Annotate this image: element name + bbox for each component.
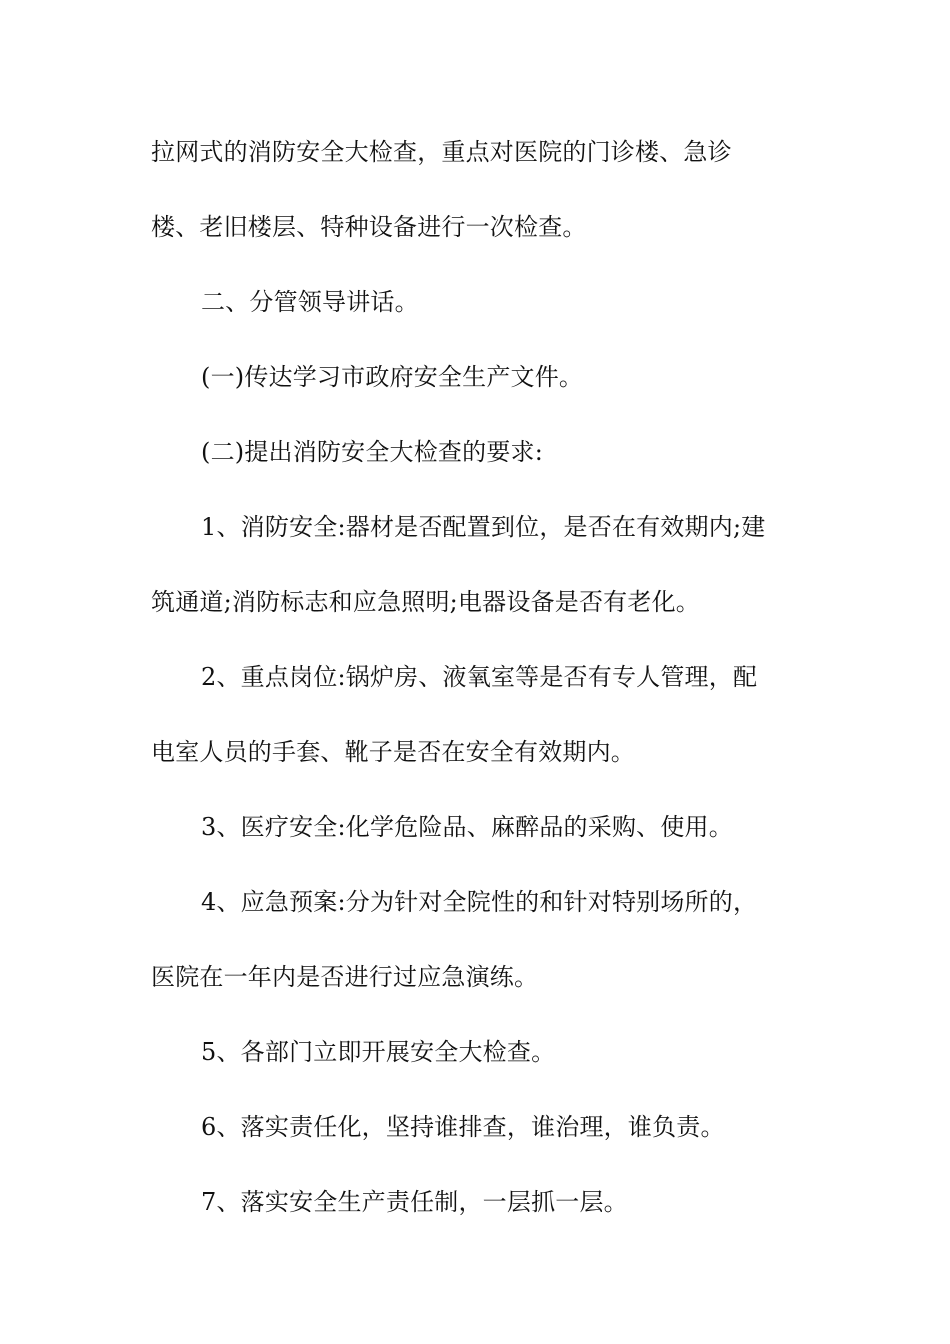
list-item-3: 3、医疗安全:化学危险品、麻醉品的采购、使用。: [201, 813, 733, 841]
list-item-1-cont: 筑通道;消防标志和应急照明;电器设备是否有老化。: [151, 588, 700, 616]
subsection-1: (一)传达学习市政府安全生产文件。: [201, 363, 584, 391]
list-item-1: 1、消防安全:器材是否配置到位，是否在有效期内;建: [201, 513, 766, 541]
list-item-4: 4、应急预案:分为针对全院性的和针对特别场所的，: [201, 888, 758, 916]
list-item-6: 6、落实责任化，坚持谁排查，谁治理，谁负责。: [201, 1113, 725, 1141]
section-heading-2: 二、分管领导讲话。: [201, 288, 419, 316]
list-item-2-cont: 电室人员的手套、靴子是否在安全有效期内。: [151, 738, 635, 766]
text-line-2: 楼、老旧楼层、特种设备进行一次检查。: [151, 213, 587, 241]
list-item-2: 2、重点岗位:锅炉房、液氧室等是否有专人管理，配: [201, 663, 758, 691]
text-line-1: 拉网式的消防安全大检查，重点对医院的门诊楼、急诊: [151, 138, 732, 166]
subsection-2: (二)提出消防安全大检查的要求:: [201, 438, 544, 466]
list-item-4-cont: 医院在一年内是否进行过应急演练。: [151, 963, 539, 991]
list-item-7: 7、落实安全生产责任制，一层抓一层。: [201, 1188, 628, 1216]
list-item-5: 5、各部门立即开展安全大检查。: [201, 1038, 556, 1066]
